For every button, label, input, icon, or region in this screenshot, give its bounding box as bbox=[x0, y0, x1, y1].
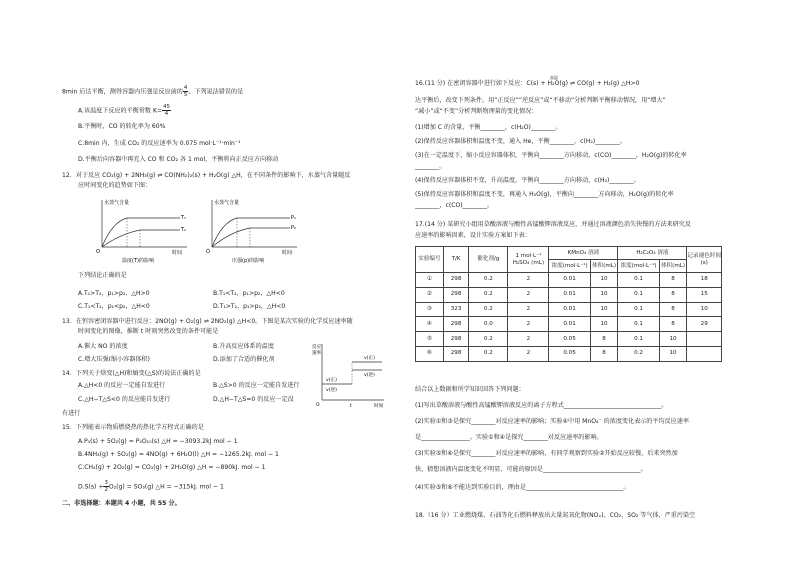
table-cell: 29 bbox=[687, 317, 722, 332]
section-2-title: 二、非选择题：本题共 4 小题，共 55 分。 bbox=[62, 500, 181, 507]
table-cell: 0.01 bbox=[549, 287, 590, 302]
q15-option-d: D.S(s) + $\frac{3}{2}$ O₂(g) = SO₃(g) △H = −315kJ. mol − 1 bbox=[78, 480, 224, 493]
q11-option-b: B.平衡时，CO 的转化率为 60% bbox=[78, 123, 166, 130]
table-cell: 2 bbox=[508, 317, 549, 332]
q16-part-1: (1)增加 C 的含量，平衡________，c(H₂O)________。 bbox=[415, 124, 562, 131]
q16-stem-2: 达平衡后，改变下列条件，用“正反应”“逆反应”或“不移动”分析判断平衡移动情况，用“增大” bbox=[415, 97, 666, 104]
table-row bbox=[416, 332, 722, 347]
table-cell: 0.01 bbox=[549, 273, 590, 288]
table-cell: ① bbox=[416, 273, 444, 288]
table-cell: 0.2 bbox=[469, 273, 508, 288]
q17-intro: 结合以上数据和所学知识回答下列问题： bbox=[415, 386, 525, 393]
fraction: $\frac{3}{2}$ bbox=[104, 480, 108, 493]
rate-origin: O bbox=[316, 403, 320, 408]
rate-vn-new: v(逆) bbox=[364, 373, 375, 378]
q12-option-b: B.T₁<T₂，p₁>p₂，△H<0 bbox=[213, 290, 285, 297]
graph1-t2: T₂ bbox=[181, 227, 187, 233]
table-row bbox=[416, 346, 722, 361]
table-cell: 0.1 bbox=[618, 332, 659, 347]
experiment-table bbox=[415, 246, 722, 362]
q12-stem-2: 应时间变化的趋势如下图： bbox=[78, 182, 152, 189]
table-cell: 8 bbox=[659, 273, 687, 288]
table-cell: 0.2 bbox=[618, 346, 659, 361]
table-cell: ④ bbox=[416, 317, 444, 332]
q11-line1: 8min 后达平衡，测得容器内压强是反应前的 $\frac{4}{5}$ 。下列说法错误的是 bbox=[62, 85, 244, 98]
q14-stem: 14．下列关于焓变(△H)和熵变(△S)的说法正确的是 bbox=[62, 370, 201, 377]
table-cell: 0.2 bbox=[469, 346, 508, 361]
table-cell: 0.2 bbox=[469, 332, 508, 347]
fraction: $\frac{45}{4}$ bbox=[163, 104, 170, 117]
q17-part-2: (2)实验①和③是探究________对反应速率的影响；实验④中用 MnO₄⁻ 的浓度变化表示的平均反应速率 bbox=[415, 418, 689, 425]
table-cell: 2 bbox=[508, 273, 549, 288]
th-vol1: 体积(mL) bbox=[590, 260, 618, 273]
rate-t: t bbox=[350, 404, 352, 409]
table-cell: 2 bbox=[508, 287, 549, 302]
table-cell: 0.0 bbox=[469, 317, 508, 332]
q14-option-c: C.△H−T△S<0 的反应能自发进行 bbox=[78, 396, 171, 403]
table-cell: 0.2 bbox=[469, 287, 508, 302]
q13-option-a: A.催大 NO 的浓度 bbox=[78, 343, 128, 350]
graph-pressure bbox=[206, 199, 297, 264]
table-row bbox=[416, 287, 722, 302]
q14-option-a: A.△H<0 的反应一定能自发进行 bbox=[78, 382, 166, 389]
q13-option-d: D.添加了合适的催化剂 bbox=[213, 356, 275, 363]
q15-option-b: B.4NH₃(g) + 5O₂(g) = 4NO(g) + 6H₂O(l) △H = −1265.2kJ. mol − 1 bbox=[78, 451, 279, 458]
table-cell: 10 bbox=[590, 302, 618, 317]
q17-stem-1: 17.(14 分) 某研究小组用草酸溶液与酸性高锰酸钾溶液反应，并通过溶液颜色消失快慢的方法来研究反 bbox=[415, 221, 691, 228]
th-kmno4: KMnO₄ 溶液 bbox=[549, 247, 618, 260]
table-cell: 8 bbox=[659, 287, 687, 302]
q16-part-4: (4)保持反应容器体积不变，升高温度，平衡向________方向移动，c(H₂)________。 bbox=[415, 177, 640, 184]
table-cell: 298 bbox=[443, 273, 469, 288]
q16-arrow-label: 高温 bbox=[550, 75, 558, 80]
q12-option-c: C.T₁<T₂，p₁<p₂，△H<0 bbox=[78, 303, 150, 310]
table-cell: 298 bbox=[443, 317, 469, 332]
table-cell: 10 bbox=[659, 346, 687, 361]
q12-option-d: D.T₁>T₂，p₁>p₂，△H<0 bbox=[213, 303, 286, 310]
q16-stem-1: 16.(11 分) 在密闭容器中进行如下反应：C(s) + H₂O(g) ⇌ CO(g) + H₂(g) △H>0 bbox=[415, 80, 640, 87]
table-cell: 323 bbox=[443, 302, 469, 317]
q11-option-c: C.8min 内，生成 CO₂ 的反应速率为 0.075 mol·L⁻¹·min⁻¹ bbox=[78, 140, 241, 147]
th-time: 记录褪色时间(s) bbox=[687, 247, 722, 273]
q13-option-c: C.增大压强(缩小容器体积) bbox=[78, 356, 150, 363]
table-row bbox=[416, 273, 722, 288]
rate-vn-old: v(逆) bbox=[326, 388, 337, 393]
q11-option-a: A.该温度下反应的平衡常数 K= $\frac{45}{4}$ bbox=[78, 104, 170, 117]
q16-part-5-cont: ________，c(CO)________。 bbox=[415, 202, 494, 209]
table-cell: 2 bbox=[508, 346, 549, 361]
q17-part-2-cont: 是________________。实验①和④是探究________对反应速率的影响。 bbox=[415, 434, 603, 441]
table-cell: 0.2 bbox=[469, 302, 508, 317]
table-body bbox=[416, 273, 722, 362]
table-cell: ② bbox=[416, 287, 444, 302]
q17-part-1: (1)写出草酸溶液与酸性高锰酸钾溶液反应的离子方程式________________________________。 bbox=[415, 402, 668, 409]
table-cell: 18 bbox=[687, 273, 722, 288]
graph1-t1: T₁ bbox=[181, 215, 187, 221]
graph2-caption: 压强(p)的影响 bbox=[232, 258, 265, 264]
graph2-p1: P₁ bbox=[291, 215, 297, 221]
graph2-xlabel: 时间 bbox=[282, 250, 293, 256]
table-cell: 0.1 bbox=[618, 317, 659, 332]
graph2-ylabel: 水蒸气含量 bbox=[214, 200, 240, 206]
table-cell: ⑤ bbox=[416, 332, 444, 347]
table-cell: 10 bbox=[659, 332, 687, 347]
q13-rate-graph bbox=[312, 338, 390, 410]
q15-stem: 15．下列能表示物质燃烧热的热化学方程式正确的是 bbox=[62, 424, 204, 431]
table-cell: 0.1 bbox=[618, 273, 659, 288]
table-cell bbox=[687, 332, 722, 347]
q14-option-d-cont: 有进行 bbox=[62, 410, 81, 417]
q13-option-b: B.升高反应体系的温度 bbox=[213, 343, 274, 350]
table-cell: 298 bbox=[443, 346, 469, 361]
table-cell: 0.1 bbox=[618, 302, 659, 317]
q12-stem-1: 12．对于反应 CO₂(g) + 2NH₃(g) ⇌ CO(NH₂)₂(s) + H₂O(g) △H，在不同条件的影响下，水蒸气含量随反 bbox=[62, 172, 351, 179]
fraction: $\frac{4}{5}$ bbox=[183, 85, 188, 98]
q16-stem-3: “减小”或“不变”分析判断物理量的变化情况： bbox=[415, 108, 538, 115]
table-row bbox=[416, 302, 722, 317]
q17-part-4: (4)实验⑤和⑥不能达到实验目的，理由是________________________________。 bbox=[415, 484, 630, 491]
table-cell: 0.01 bbox=[549, 302, 590, 317]
th-no: 实验编号 bbox=[416, 247, 444, 273]
q14-option-b: B.△S>0 的反应一定能自发进行 bbox=[213, 382, 300, 389]
q15-option-a: A.P₄(s) + 5O₂(g) = P₄O₁₀(s) △H = −3093.2kJ mol − 1 bbox=[78, 438, 238, 445]
th-h2c2o4: H₂C₂O₄ 溶液 bbox=[618, 247, 687, 260]
table-cell: 0.05 bbox=[549, 346, 590, 361]
graph2-p2: P₂ bbox=[291, 225, 297, 231]
rate-ylabel-1: 反应 bbox=[312, 345, 322, 350]
th-conc1: 浓度(mol·L⁻¹) bbox=[549, 260, 590, 273]
q11-option-d: D.平衡后向容器中再充入 CO 和 CO₂ 各 1 mol，平衡将向正反应方向移动 bbox=[78, 156, 279, 163]
q13-stem-1: 13．在恒容密闭容器中进行反应：2NO(g) + O₂(g) ⇌ 2NO₂(g) △H<0。下图是某次实验的化学反应速率随 bbox=[62, 318, 353, 325]
table-cell: 15 bbox=[687, 287, 722, 302]
table-cell: 8 bbox=[659, 317, 687, 332]
rate-vz-old: v(正) bbox=[326, 378, 337, 383]
graph2-origin: O bbox=[206, 249, 210, 255]
rate-vz-new: v(正) bbox=[364, 356, 375, 361]
table-row bbox=[416, 317, 722, 332]
graph1-origin: O bbox=[96, 249, 100, 255]
table-cell: 10 bbox=[590, 273, 618, 288]
table-cell: 2 bbox=[508, 302, 549, 317]
graph1-ylabel: 水蒸气含量 bbox=[104, 200, 130, 206]
graph1-caption: 温度(T)的影响 bbox=[122, 258, 154, 264]
graph-temperature bbox=[96, 199, 187, 264]
q15-option-c: C.CH₄(g) + 2O₂(g) = CO₂(g) + 2H₂O(g) △H = −890kJ. mol − 1 bbox=[78, 464, 266, 471]
rate-time: 时间 bbox=[374, 404, 384, 409]
table-cell: 8 bbox=[659, 302, 687, 317]
q16-part-3-cont: ________。 bbox=[415, 163, 446, 170]
q14-option-d: D.△H−T△S=0 的反应一定没 bbox=[213, 396, 294, 403]
table-cell: 10 bbox=[590, 287, 618, 302]
q12-option-a: A.T₁>T₂，p₁>p₂，△H>0 bbox=[78, 290, 150, 297]
th-conc2: 浓度(mol·L⁻¹) bbox=[618, 260, 659, 273]
table-cell: ⑥ bbox=[416, 346, 444, 361]
th-vol2: 体积(mL) bbox=[659, 260, 687, 273]
th-h2so4: 1 mol·L⁻¹ H₂SO₄ (mL) bbox=[508, 247, 549, 273]
q12-ask: 下列结论正确的是 bbox=[78, 272, 127, 279]
q16-part-3: (3)在一定温度下，缩小反应容器体积，平衡向________方向移动，c(CO)________，H₂O(g)的转化率 bbox=[415, 152, 687, 159]
th-t: T/K bbox=[443, 247, 469, 273]
table-cell: 0.1 bbox=[618, 287, 659, 302]
q12-graphs bbox=[92, 192, 302, 268]
table-cell: ③ bbox=[416, 302, 444, 317]
table-cell: 0.01 bbox=[549, 317, 590, 332]
table-cell: 298 bbox=[443, 332, 469, 347]
q17-part-3-cont: 快，猜想溶液内温度变化不明显，可能的原因是________________________________。 bbox=[415, 466, 647, 473]
table-cell: 298 bbox=[443, 287, 469, 302]
table-cell: 8 bbox=[590, 346, 618, 361]
q17-stem-2: 应速率的影响因素，设计实验方案如下表： bbox=[415, 232, 531, 239]
th-cat: 催化剂/g bbox=[469, 247, 508, 273]
table-cell: 2 bbox=[508, 332, 549, 347]
q18-stem: 18.（16 分）工业燃烧煤、石油等化石燃料释放出大量氮氧化物(NOₓ)、CO₂、SO₂ 等气体，严重污染空 bbox=[415, 512, 696, 519]
q16-part-2: (2)保持反应容器体积和温度不变，通入 He，平衡________，c(H₂)________。 bbox=[415, 138, 626, 145]
table-cell: 10 bbox=[590, 317, 618, 332]
graph1-xlabel: 时间 bbox=[172, 250, 183, 256]
q17-part-3: (3)实验⑤和⑥是探究________对反应速率的影响，有同学观察到实验②开始反应较慢，后来突然加 bbox=[415, 450, 678, 457]
q13-stem-2: 时间变化的图像，推断 t 时刻突然改变的条件可能是 bbox=[78, 328, 219, 335]
q16-part-5: (5)保持反应容器体积和温度不变，再通入 H₂O(g)，平衡向________方向移动，H₂O(g)的转化率 bbox=[415, 191, 674, 198]
table-cell bbox=[687, 346, 722, 361]
table-cell: 10 bbox=[687, 302, 722, 317]
table-cell: 8 bbox=[590, 332, 618, 347]
table-cell: 0.05 bbox=[549, 332, 590, 347]
rate-ylabel-2: 速率 bbox=[312, 351, 322, 356]
